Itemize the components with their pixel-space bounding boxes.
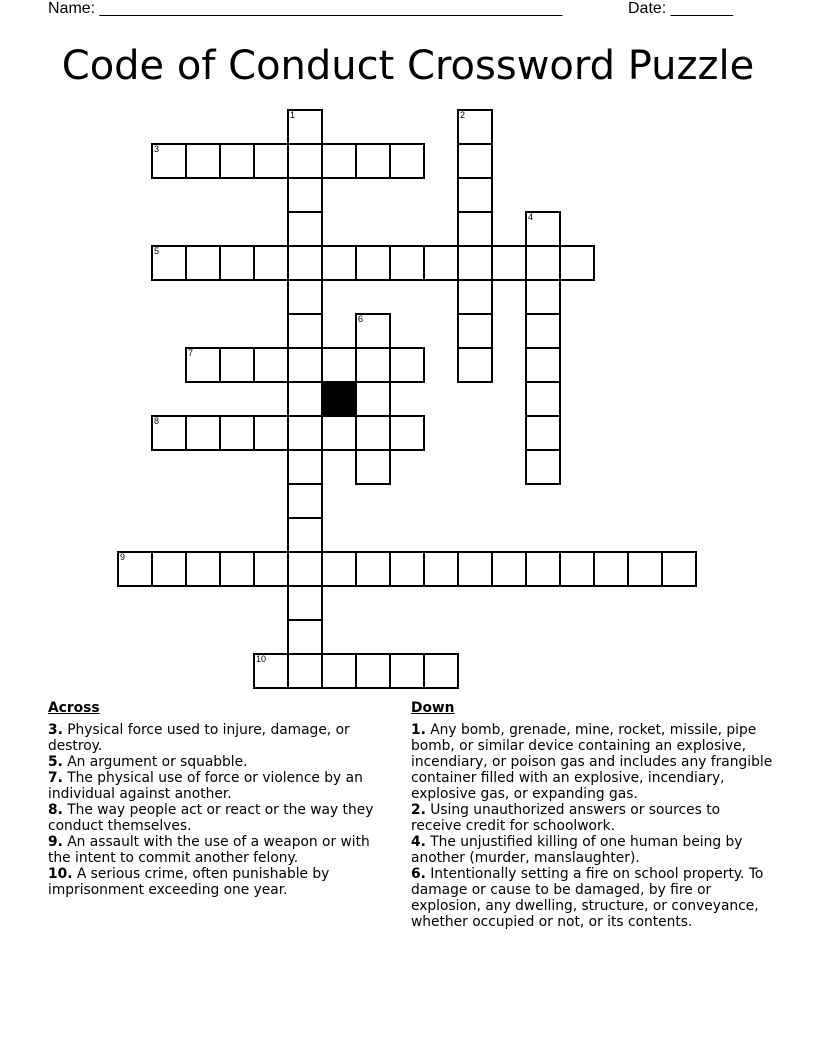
clue-number-label: 7: [188, 348, 194, 358]
grid-cell[interactable]: [355, 449, 391, 485]
grid-cell[interactable]: [321, 245, 357, 281]
grid-cell[interactable]: [253, 653, 289, 689]
grid-cell[interactable]: [457, 313, 493, 349]
grid-cell[interactable]: [355, 143, 391, 179]
grid-cell[interactable]: [185, 245, 221, 281]
grid-cell[interactable]: [321, 143, 357, 179]
grid-cell[interactable]: [287, 143, 323, 179]
grid-cell[interactable]: [287, 415, 323, 451]
grid-cell[interactable]: [457, 177, 493, 213]
clue-text: Using unauthorized answers or sources to receive credit for schoolwork.: [411, 802, 721, 834]
clue-number: 3.: [48, 722, 63, 738]
grid-cell[interactable]: [389, 143, 425, 179]
across-clue-5: [48, 754, 393, 770]
grid-cell[interactable]: [525, 415, 561, 451]
grid-cell[interactable]: [525, 211, 561, 247]
grid-cell[interactable]: [559, 245, 595, 281]
grid-cell[interactable]: [321, 551, 357, 587]
clue-number: 2.: [411, 802, 426, 818]
grid-cell[interactable]: [457, 245, 493, 281]
clue-number: 7.: [48, 770, 63, 786]
grid-cell[interactable]: [219, 245, 255, 281]
grid-cell[interactable]: [355, 245, 391, 281]
grid-cell[interactable]: [661, 551, 697, 587]
down-clue-2: [411, 802, 773, 834]
grid-cell[interactable]: [321, 415, 357, 451]
clue-text: Physical force used to injure, damage, or destroy.: [48, 722, 350, 754]
grid-cell[interactable]: [627, 551, 663, 587]
grid-cell[interactable]: [287, 211, 323, 247]
grid-cell[interactable]: [525, 381, 561, 417]
grid-cell[interactable]: [457, 143, 493, 179]
grid-cell[interactable]: [355, 415, 391, 451]
black-cell: [321, 381, 357, 417]
grid-cell[interactable]: [287, 483, 323, 519]
grid-cell[interactable]: [219, 551, 255, 587]
grid-cell[interactable]: [185, 415, 221, 451]
grid-cell[interactable]: [287, 551, 323, 587]
grid-cell[interactable]: [185, 143, 221, 179]
grid-cell[interactable]: [287, 245, 323, 281]
grid-cell[interactable]: [287, 313, 323, 349]
grid-cell[interactable]: [287, 653, 323, 689]
grid-cell[interactable]: [559, 551, 595, 587]
across-clue-7: [48, 770, 393, 802]
clue-number-label: 3: [154, 144, 160, 154]
grid-cell[interactable]: [151, 143, 187, 179]
clue-number: 8.: [48, 802, 63, 818]
grid-cell[interactable]: [355, 313, 391, 349]
grid-cell[interactable]: [525, 347, 561, 383]
grid-cell[interactable]: [457, 279, 493, 315]
clue-number-label: 2: [460, 110, 466, 120]
grid-cell[interactable]: [287, 279, 323, 315]
grid-cell[interactable]: [151, 415, 187, 451]
clue-text: An argument or squabble.: [62, 754, 248, 770]
page-title: Code of Conduct Crossword Puzzle: [61, 43, 755, 89]
grid-cell[interactable]: [321, 347, 357, 383]
clue-number-label: 10: [256, 654, 267, 664]
clue-number: 6.: [411, 866, 426, 882]
grid-cell[interactable]: [355, 347, 391, 383]
down-clue-1: [411, 722, 773, 802]
grid-cell[interactable]: [389, 347, 425, 383]
grid-cell[interactable]: [117, 551, 153, 587]
grid-cell[interactable]: [287, 449, 323, 485]
clue-number: 9.: [48, 834, 63, 850]
grid-cell[interactable]: [525, 245, 561, 281]
across-heading: Across: [48, 700, 100, 716]
clue-number: 1.: [411, 722, 426, 738]
grid-cell[interactable]: [287, 619, 323, 655]
across-clue-8: [48, 802, 393, 834]
grid-cell[interactable]: [457, 347, 493, 383]
down-clue-list: [411, 722, 773, 930]
grid-cell[interactable]: [253, 347, 289, 383]
grid-cell[interactable]: [219, 347, 255, 383]
clue-number: 4.: [411, 834, 426, 850]
across-clue-list: [48, 722, 393, 898]
grid-cell[interactable]: [389, 551, 425, 587]
across-clue-10: [48, 866, 393, 898]
clue-text: The physical use of force or violence by an individual against another.: [48, 770, 363, 802]
clue-number-label: 6: [358, 314, 364, 324]
grid-cell[interactable]: [491, 245, 527, 281]
grid-cell[interactable]: [491, 551, 527, 587]
clue-number-label: 5: [154, 246, 160, 256]
grid-cell[interactable]: [525, 313, 561, 349]
grid-cell[interactable]: [423, 245, 459, 281]
grid-cell[interactable]: [423, 653, 459, 689]
clue-number: 5.: [48, 754, 63, 770]
grid-cell[interactable]: [219, 415, 255, 451]
clue-text: A serious crime, often punishable by imprisonment exceeding one year.: [48, 866, 330, 898]
grid-cell[interactable]: [253, 415, 289, 451]
grid-cell[interactable]: [287, 177, 323, 213]
grid-cell[interactable]: [355, 551, 391, 587]
name-field[interactable]: Name: ____________________________________________________: [48, 0, 563, 17]
clue-text: Any bomb, grenade, mine, rocket, missile, pipe bomb, or similar device containing an explosive, incendiary, or poison gas and includes any frangible container filled with an explosive, incendiary, explosive gas, or expanding gas.: [411, 722, 773, 802]
down-clue-4: [411, 834, 773, 866]
grid-cell[interactable]: [355, 653, 391, 689]
grid-cell[interactable]: [287, 585, 323, 621]
grid-cell[interactable]: [151, 245, 187, 281]
grid-cell[interactable]: [389, 415, 425, 451]
down-clue-6: [411, 866, 773, 930]
down-clues: [411, 700, 773, 930]
clue-number-label: 1: [290, 110, 296, 120]
clue-number-label: 9: [120, 552, 126, 562]
clue-text: The way people act or react or the way they conduct themselves.: [48, 802, 374, 834]
clue-text: Intentionally setting a fire on school property. To damage or cause to be damaged, by fire or explosion, any dwelling, structure, or conveyance, whether occupied or not, or its contents.: [411, 866, 764, 930]
grid-cell[interactable]: [321, 653, 357, 689]
grid-cell[interactable]: [457, 211, 493, 247]
grid-cell[interactable]: [389, 653, 425, 689]
grid-cell[interactable]: [287, 517, 323, 553]
grid-cell[interactable]: [389, 245, 425, 281]
clue-text: The unjustified killing of one human being by another (murder, manslaughter).: [411, 834, 743, 866]
clue-number-label: 8: [154, 416, 160, 426]
grid-cell[interactable]: [253, 143, 289, 179]
grid-cell[interactable]: [423, 551, 459, 587]
grid-cell[interactable]: [525, 551, 561, 587]
grid-cell[interactable]: [457, 551, 493, 587]
date-field[interactable]: Date: _______: [628, 0, 733, 17]
clue-number-label: 4: [528, 212, 534, 222]
down-heading: Down: [411, 700, 455, 716]
grid-cell[interactable]: [525, 279, 561, 315]
grid-cell[interactable]: [355, 381, 391, 417]
across-clues: [48, 700, 393, 898]
grid-cell[interactable]: [287, 381, 323, 417]
grid-cell[interactable]: [457, 109, 493, 145]
grid-cell[interactable]: [219, 143, 255, 179]
grid-cell[interactable]: [151, 551, 187, 587]
across-clue-3: [48, 722, 393, 754]
grid-cell[interactable]: [593, 551, 629, 587]
grid-cell[interactable]: [185, 551, 221, 587]
grid-cell[interactable]: [253, 551, 289, 587]
grid-cell[interactable]: [253, 245, 289, 281]
grid-cell[interactable]: [185, 347, 221, 383]
grid-cell[interactable]: [525, 449, 561, 485]
clue-text: An assault with the use of a weapon or with the intent to commit another felony.: [48, 834, 370, 866]
grid-cell[interactable]: [287, 109, 323, 145]
clue-number: 10.: [48, 866, 73, 882]
grid-cell[interactable]: [287, 347, 323, 383]
across-clue-9: [48, 834, 393, 866]
